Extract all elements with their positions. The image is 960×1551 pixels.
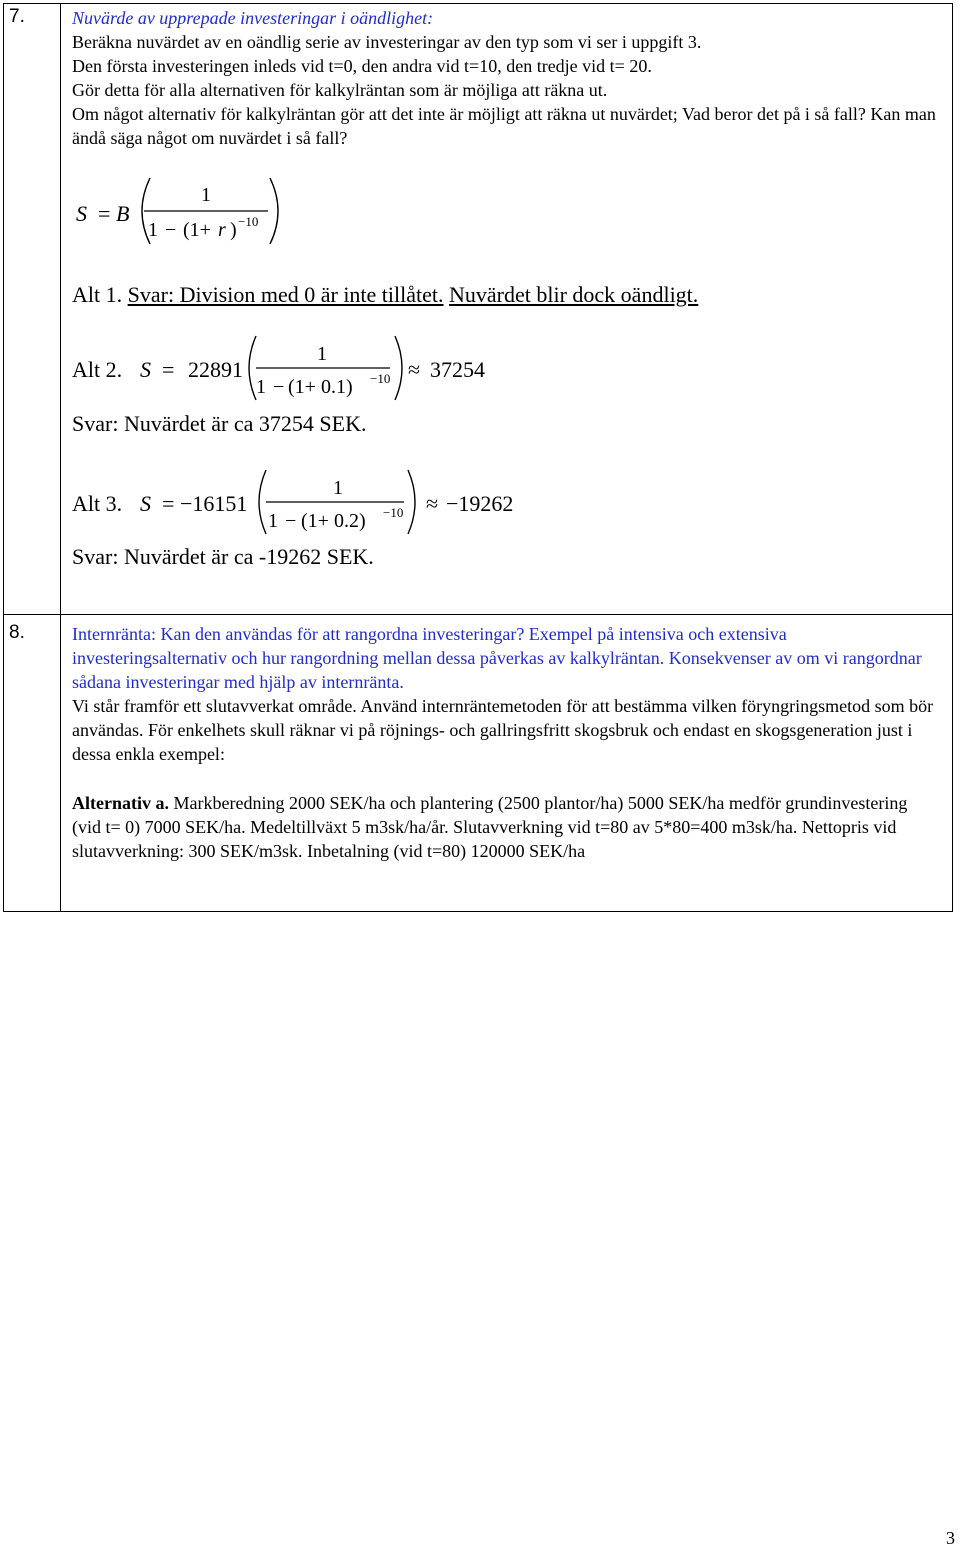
formula-numerator: 1 (201, 184, 211, 206)
formula-lhs: S (76, 201, 87, 226)
alt2-eq: = (162, 357, 175, 382)
alt2-answer: Svar: Nuvärdet är ca 37254 SEK. (72, 411, 367, 436)
alt3-eq: = (162, 491, 175, 516)
question-7-line-4: Om något alternativ för kalkylräntan gör att det inte är möjligt att räkna ut nuvärdet; Vad beror det på i så fall? Kan man ändå säga något om nuvärdet i så fall? (72, 104, 936, 148)
alt1-label: Alt 1. (72, 282, 123, 307)
alt1-answer: Svar: Division med 0 är inte tillåtet. (127, 282, 444, 307)
question-8-paragraph: Vi står framför ett slutavverkat område. Använd internräntemetoden för att bestämma vilken föryngringsmetod som bör användas. För enkelhets skull räknar vi på röjnings- och gallringsfritt skogsbruk och endast en skogsgeneration just i dessa enkla exempel: (72, 696, 934, 764)
question-8-blue-text: Internränta: Kan den användas för att rangordna investeringar? Exempel på intensiva och extensiva investeringsalternativ och hur rangordning mellan dessa påverkas av kalkylräntan. Konsekvenser av om vi rangordnar sådana investeringar med hjälp av internränta. (72, 624, 922, 692)
alt2-numerator: 1 (317, 343, 327, 365)
formula-alt2 (70, 330, 510, 410)
formula-base: (1+ (183, 219, 211, 241)
alt3-approx: ≈ (426, 491, 439, 516)
alt3-S: S (140, 491, 151, 516)
alt3-numerator: 1 (333, 477, 343, 499)
formula-coef: B (116, 201, 130, 226)
formula-general (70, 170, 300, 250)
formula-minus: − (165, 219, 177, 241)
alt3-label: Alt 3. (72, 491, 123, 516)
alt2-base: (1+ 0.1) (288, 376, 353, 398)
question-7-line-2: Den första investeringen inleds vid t=0, den andra vid t=10, den tredje vid t= 20. (72, 56, 652, 76)
formula-exponent: −10 (238, 214, 259, 229)
formula-var: r (218, 219, 226, 241)
question-7-line-1: Beräkna nuvärdet av en oändlig serie av investeringar av den typ som vi ser i uppgift 3. (72, 32, 702, 52)
alternativ-a-label: Alternativ a. (72, 793, 169, 813)
page-number: 3 (946, 1528, 955, 1548)
formula-eq: = (98, 201, 111, 226)
alt2-coef: 22891 (188, 357, 243, 382)
question-8-number: 8. (9, 622, 25, 643)
alt2-exponent: −10 (370, 371, 391, 386)
alt2-result: 37254 (430, 357, 485, 382)
alternativ-a-text: Markberedning 2000 SEK/ha och plantering (2500 plantor/ha) 5000 SEK/ha medför grundinvestering (vid t= 0) 7000 SEK/ha. Medeltillväxt 5 m3sk/ha/år. Slutavverkning vid t=80 av 5*80=400 m3sk/ha. Nettopris vid slutavverkning: 300 SEK/m3sk. Inbetalning (vid t=80) 120000 SEK/ha (72, 793, 908, 861)
alt3-exponent: −10 (383, 505, 404, 520)
alt1-answer-2: Nuvärdet blir dock oändligt. (449, 282, 699, 307)
formula-close: ) (230, 219, 237, 241)
question-7-line-3: Gör detta för alla alternativen för kalkylräntan som är möjliga att räkna ut. (72, 80, 608, 100)
question-7-title: Nuvärde av upprepade investeringar i oändlighet: (72, 8, 434, 28)
alt2-approx: ≈ (408, 357, 421, 382)
alt1-line (72, 283, 940, 307)
alt2-S: S (140, 357, 151, 382)
alt3-result: −19262 (446, 491, 514, 516)
formula-alt3 (70, 464, 550, 544)
column-divider (60, 3, 61, 912)
alt2-label: Alt 2. (72, 357, 123, 382)
alt3-base: (1+ 0.2) (301, 510, 366, 532)
question-8-intro (72, 622, 940, 694)
alt3-minus: − (285, 510, 297, 532)
alt3-one: 1 (268, 510, 278, 532)
alt3-answer: Svar: Nuvärdet är ca -19262 SEK. (72, 544, 374, 569)
alt2-minus: − (273, 376, 285, 398)
row-divider (3, 614, 953, 615)
question-7-number: 7. (9, 6, 25, 27)
formula-one: 1 (148, 219, 158, 241)
alternativ-a-paragraph (72, 791, 940, 863)
alt2-one: 1 (256, 376, 266, 398)
alt3-coef: −16151 (180, 491, 248, 516)
